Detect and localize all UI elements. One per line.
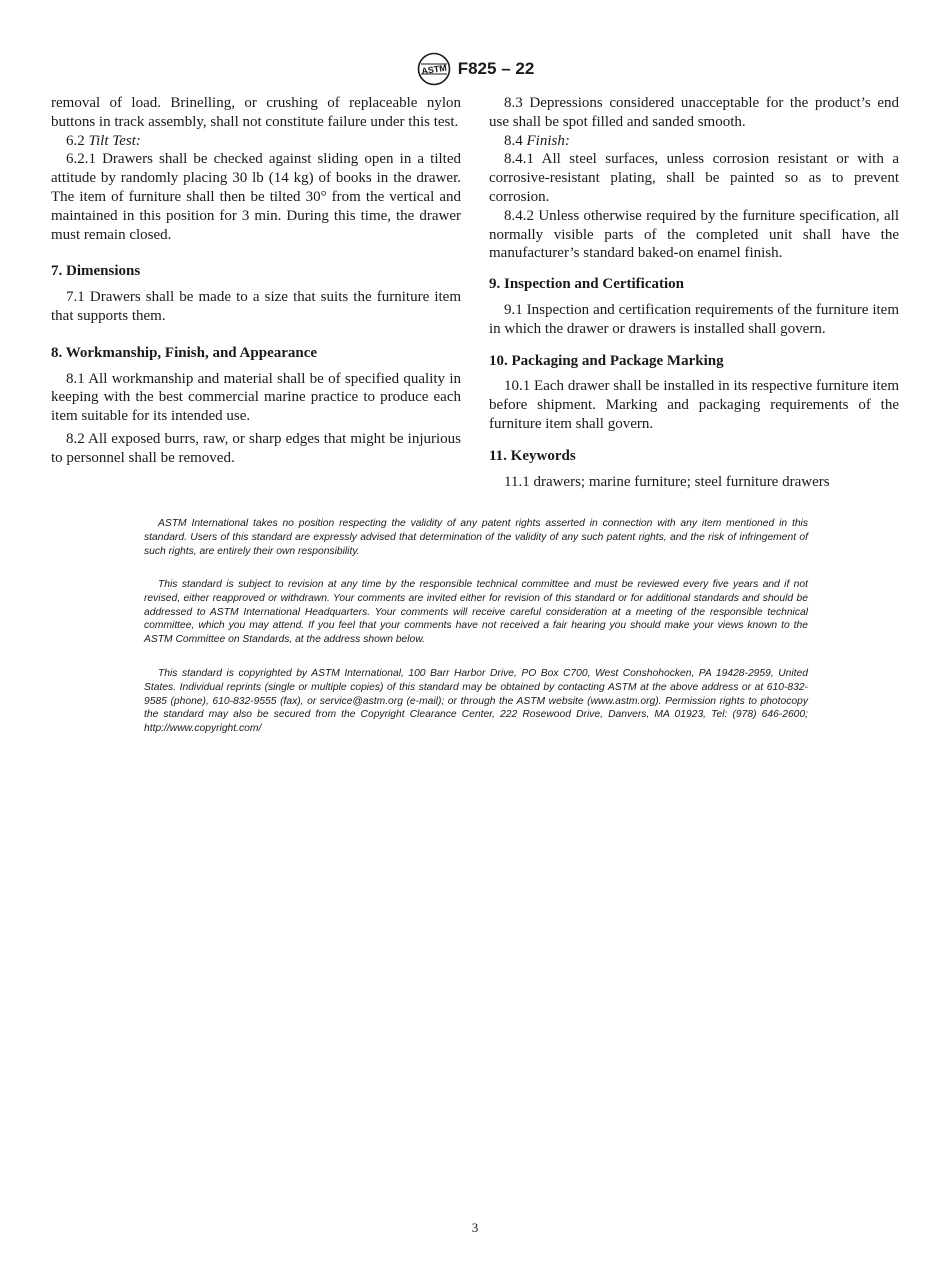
section-8-3: 8.3 Depressions considered unacceptable for the product’s end use shall be spot filled and sanded smooth. [489,95,899,130]
patent-notice-text: ASTM International takes no position respecting the validity of any patent rights asserted in connection with any item mentioned in this standard. Users of this standard are expressly advised that determination of the validity of any such patent rights, and the risk of infringement of such rights, are entirely their own responsibility. [144,518,808,557]
copyright-notice-text: This standard is copyrighted by ASTM International, 100 Barr Harbor Drive, PO Box C700, West Conshohocken, PA 19428-2959, United States. Individual reprints (single or multiple copies) of this standard may be obtained by contacting ASTM at the above address or at 610-832-9585 (phone), 610-832-9555 (fax), or service@astm.org (e-mail); or through the ASTM website (www.astm.org). Permission rights to photocopy the standard may also be secured from the Copyright Clearance Center, 222 Rosewood Drive, Danvers, MA 01923, Tel: (978) 646-2600; http://www.copyright.com/ [144,668,808,735]
patent-notice [144,517,808,558]
revision-notice [144,578,808,647]
standard-designation: F825 – 22 [457,59,535,78]
section-8-heading: 8. Workmanship, Finish, and Appearance [51,344,318,361]
astm-logo-icon [416,52,452,86]
section-number: 6.2 [66,132,85,149]
section-10-1: 10.1 Each drawer shall be installed in its respective furniture item before shipment. Marking and packaging requirements of the furniture item shall govern. [489,378,899,432]
section-11-heading: 11. Keywords [489,447,576,464]
section-number: 8.4 [504,132,523,149]
page-number: 3 [471,1220,479,1235]
copyright-notice [144,667,808,736]
section-6-2-heading [51,132,461,151]
paragraph-continued: removal of load. Brinelling, or crushing of replaceable nylon buttons in track assembly, shall not constitute failure under this test. [51,95,461,130]
section-title: Finish: [526,132,570,149]
section-8-4-2: 8.4.2 Unless otherwise required by the furniture specification, all normally visible parts of the completed unit shall have the manufacturer’s standard baked-on enamel finish. [489,207,899,262]
section-7-1: 7.1 Drawers shall be made to a size that suits the furniture item that supports them. [51,289,461,324]
right-column [489,94,899,491]
section-7-heading: 7. Dimensions [51,263,141,280]
revision-notice-text: This standard is subject to revision at any time by the responsible technical committee and must be reviewed every five years and if not revised, either reapproved or withdrawn. Your comments are invited either for revision of this standard or for additional standards and should be addressed to ASTM International Headquarters. Your comments will receive careful consideration at a meeting of the responsible technical committee, which you may attend. If you feel that your comments have not received a fair hearing you should make your views known to the ASTM Committee on Standards, at the address shown below. [144,579,808,646]
section-6-2-1: 6.2.1 Drawers shall be checked against sliding open in a tilted attitude by randomly placing 30 lb (14 kg) of books in the drawer. The item of furniture shall then be tilted 30° from the vertical and maintained in this position for 3 min. During this time, the drawer must remain closed. [51,151,461,243]
svg-text:ASTM: ASTM [420,62,448,77]
section-11-1: 11.1 drawers; marine furniture; steel furniture drawers [504,473,830,490]
section-8-1: 8.1 All workmanship and material shall be of specified quality in keeping with the best commercial marine practice to produce each item suitable for its intended use. [51,370,461,425]
section-9-heading: 9. Inspection and Certification [489,276,684,293]
section-title: Tilt Test: [88,132,141,149]
section-8-4-1: 8.4.1 All steel surfaces, unless corrosion resistant or with a corrosive-resistant plating, shall be painted so as to prevent corrosion. [489,151,899,205]
section-8-2: 8.2 All exposed burrs, raw, or sharp edges that might be injurious to personnel shall be removed. [51,430,461,466]
section-9-1: 9.1 Inspection and certification requirements of the furniture item in which the drawer or drawers is installed shall govern. [489,301,899,337]
left-column [51,94,461,468]
section-8-4-heading [489,132,899,151]
page-header [0,52,950,86]
section-10-heading: 10. Packaging and Package Marking [489,352,724,369]
